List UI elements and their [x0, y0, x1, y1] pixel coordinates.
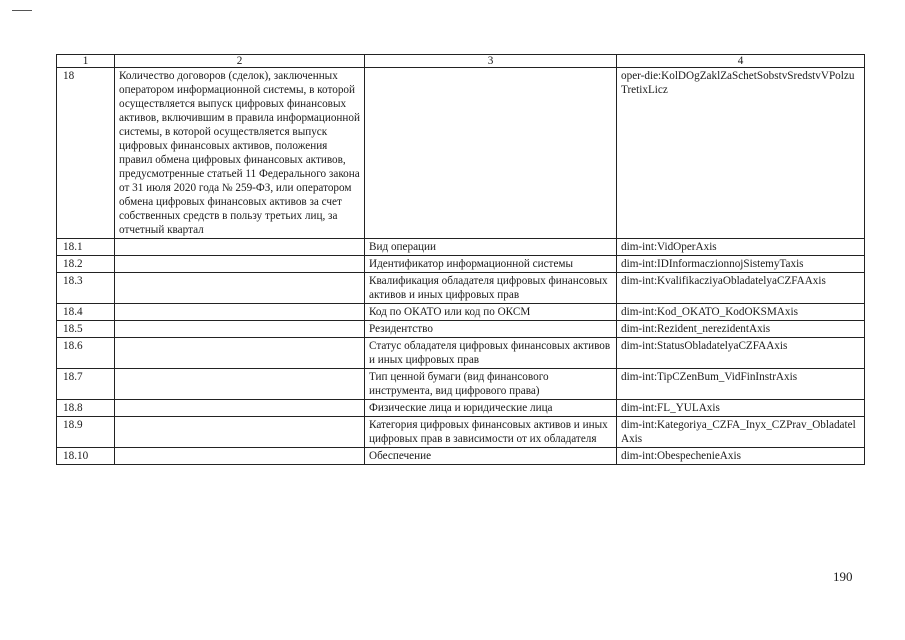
row-code: 18.2 — [57, 256, 115, 273]
row-identifier: dim-int:KvalifikacziyaObladatelyaCZFAAxis — [617, 273, 865, 304]
row-identifier: dim-int:Kategoriya_CZFA_Inyx_CZPrav_ObladatelAxis — [617, 417, 865, 448]
row-identifier: dim-int:IDInformaczionnojSistemyTaxis — [617, 256, 865, 273]
table-row — [57, 273, 865, 304]
row-identifier: dim-int:TipCZenBum_VidFinInstrAxis — [617, 369, 865, 400]
table-row — [57, 369, 865, 400]
table-row — [57, 304, 865, 321]
row-dimension: Обеспечение — [365, 448, 617, 465]
row-code: 18.8 — [57, 400, 115, 417]
row-code: 18 — [57, 68, 115, 239]
row-dimension — [365, 68, 617, 239]
table-row — [57, 400, 865, 417]
header-row — [57, 55, 865, 68]
row-dimension: Код по ОКАТО или код по ОКСМ — [365, 304, 617, 321]
table-row — [57, 417, 865, 448]
table-row — [57, 448, 865, 465]
row-description — [115, 304, 365, 321]
row-dimension: Резидентство — [365, 321, 617, 338]
header-cell: 3 — [365, 55, 617, 68]
row-description — [115, 321, 365, 338]
row-code: 18.10 — [57, 448, 115, 465]
row-code: 18.5 — [57, 321, 115, 338]
row-code: 18.6 — [57, 338, 115, 369]
row-identifier: dim-int:Kod_OKATO_KodOKSMAxis — [617, 304, 865, 321]
row-dimension: Вид операции — [365, 239, 617, 256]
row-dimension: Идентификатор информационной системы — [365, 256, 617, 273]
row-identifier: dim-int:ObespechenieAxis — [617, 448, 865, 465]
scan-mark — [12, 10, 32, 11]
row-dimension: Тип ценной бумаги (вид финансового инструмента, вид цифрового права) — [365, 369, 617, 400]
row-identifier: dim-int:FL_YULAxis — [617, 400, 865, 417]
row-description — [115, 239, 365, 256]
row-dimension: Физические лица и юридические лица — [365, 400, 617, 417]
indicator-table — [56, 54, 865, 465]
row-code: 18.9 — [57, 417, 115, 448]
header-cell: 1 — [57, 55, 115, 68]
row-code: 18.1 — [57, 239, 115, 256]
table-row — [57, 239, 865, 256]
table-row — [57, 321, 865, 338]
row-description — [115, 417, 365, 448]
row-code: 18.4 — [57, 304, 115, 321]
header-cell: 4 — [617, 55, 865, 68]
table-row — [57, 338, 865, 369]
row-identifier: oper-die:KolDOgZaklZaSchetSobstvSredstvVPolzuTretixLicz — [617, 68, 865, 239]
row-identifier: dim-int:VidOperAxis — [617, 239, 865, 256]
header-cell: 2 — [115, 55, 365, 68]
row-description — [115, 256, 365, 273]
row-identifier: dim-int:Rezident_nerezidentAxis — [617, 321, 865, 338]
row-code: 18.3 — [57, 273, 115, 304]
row-dimension: Статус обладателя цифровых финансовых активов и иных цифровых прав — [365, 338, 617, 369]
table-row — [57, 256, 865, 273]
row-description — [115, 369, 365, 400]
row-dimension: Категория цифровых финансовых активов и иных цифровых прав в зависимости от их обладателя — [365, 417, 617, 448]
table-row — [57, 68, 865, 239]
row-description — [115, 448, 365, 465]
row-description — [115, 273, 365, 304]
page-number: 190 — [833, 569, 853, 584]
row-code: 18.7 — [57, 369, 115, 400]
row-dimension: Квалификация обладателя цифровых финансовых активов и иных цифровых прав — [365, 273, 617, 304]
row-description — [115, 400, 365, 417]
row-description — [115, 338, 365, 369]
row-description: Количество договоров (сделок), заключенных оператором информационной системы, в которой осуществляется выпуск цифровых финансовых активов, включившим в правила информационной системы, в которой осуществляется выпуск цифровых финансовых активов, положения правил обмена цифровых финансовых активов, предусмотренные статьей 11 Федерального закона от 31 июля 2020 года № 259-ФЗ, или оператором обмена цифровых финансовых активов за счет собственных средств в пользу третьих лиц, за отчетный квартал — [115, 68, 365, 239]
row-identifier: dim-int:StatusObladatelyaCZFAAxis — [617, 338, 865, 369]
